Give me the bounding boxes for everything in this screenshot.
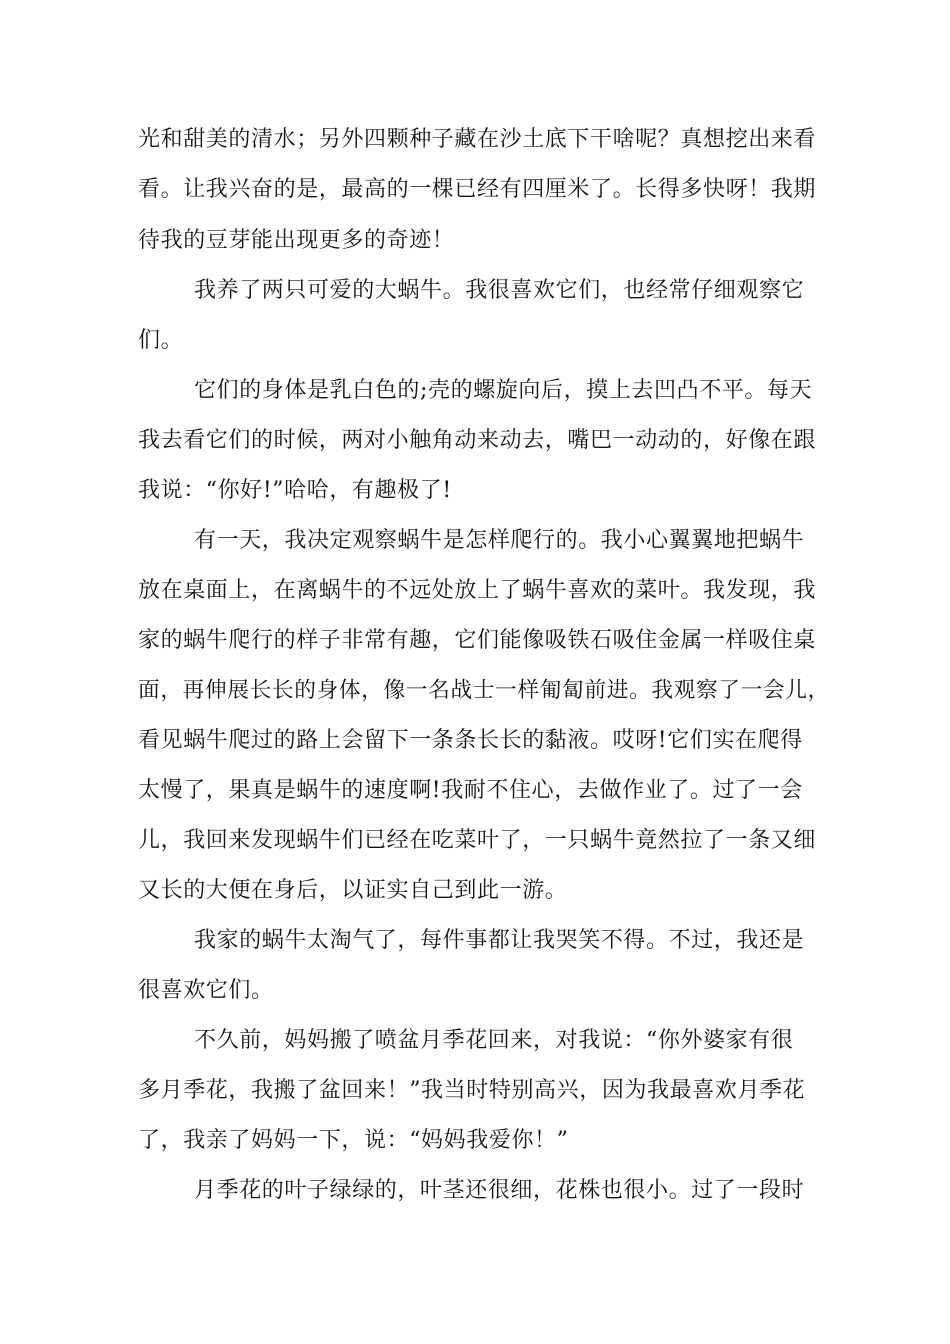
text-line: 我说：“你好!”哈哈，有趣极了! [138,478,452,503]
text-line: 看见蜗牛爬过的路上会留下一条条长长的黏液。哎呀!它们实在爬得 [138,728,803,753]
paragraph-start-line: 有一天，我决定观察蜗牛是怎样爬行的。我小心翼翼地把蜗牛 [194,528,805,553]
text-line: 看。让我兴奋的是，最高的一棵已经有四厘米了。长得多快呀！我期 [138,177,817,202]
paragraph-start-line: 它们的身体是乳白色的;壳的螺旋向后，摸上去凹凸不平。每天 [194,378,813,403]
paragraph-start-line: 不久前，妈妈搬了喷盆月季花回来，对我说：“你外婆家有很 [194,1028,794,1053]
text-line: 面，再伸展长长的身体，像一名战士一样匍匐前进。我观察了一会儿， [138,678,830,703]
text-line: 我去看它们的时候，两对小触角动来动去，嘴巴一动动的，好像在跟 [138,428,817,453]
text-line: 又长的大便在身后，以证实自己到此一游。 [138,878,568,903]
text-line: 放在桌面上，在离蜗牛的不远处放上了蜗牛喜欢的菜叶。我发现，我 [138,578,817,603]
text-line: 们。 [138,328,184,353]
text-line: 光和甜美的清水；另外四颗种子藏在沙土底下干啥呢？真想挖出来看 [138,127,817,152]
paragraph-start-line: 我养了两只可爱的大蜗牛。我很喜欢它们，也经常仔细观察它 [194,278,805,303]
text-line: 待我的豆芽能出现更多的奇迹！ [138,228,455,253]
text-line: 多月季花，我搬了盆回来！”我当时特别高兴，因为我最喜欢月季花 [138,1078,806,1103]
paragraph-start-line: 月季花的叶子绿绿的，叶茎还很细，花株也很小。过了一段时 [194,1178,805,1203]
text-line: 太慢了，果真是蜗牛的速度啊!我耐不住心，去做作业了。过了一会 [138,778,803,803]
paragraph-start-line: 我家的蜗牛太淘气了，每件事都让我哭笑不得。不过，我还是 [194,928,805,953]
text-line: 家的蜗牛爬行的样子非常有趣，它们能像吸铁石吸住金属一样吸住桌 [138,628,817,653]
text-line: 儿，我回来发现蜗牛们已经在吃菜叶了，一只蜗牛竟然拉了一条又细 [138,828,817,853]
text-line: 很喜欢它们。 [138,978,274,1003]
text-line: 了，我亲了妈妈一下，说：“妈妈我爱你！” [138,1128,569,1153]
